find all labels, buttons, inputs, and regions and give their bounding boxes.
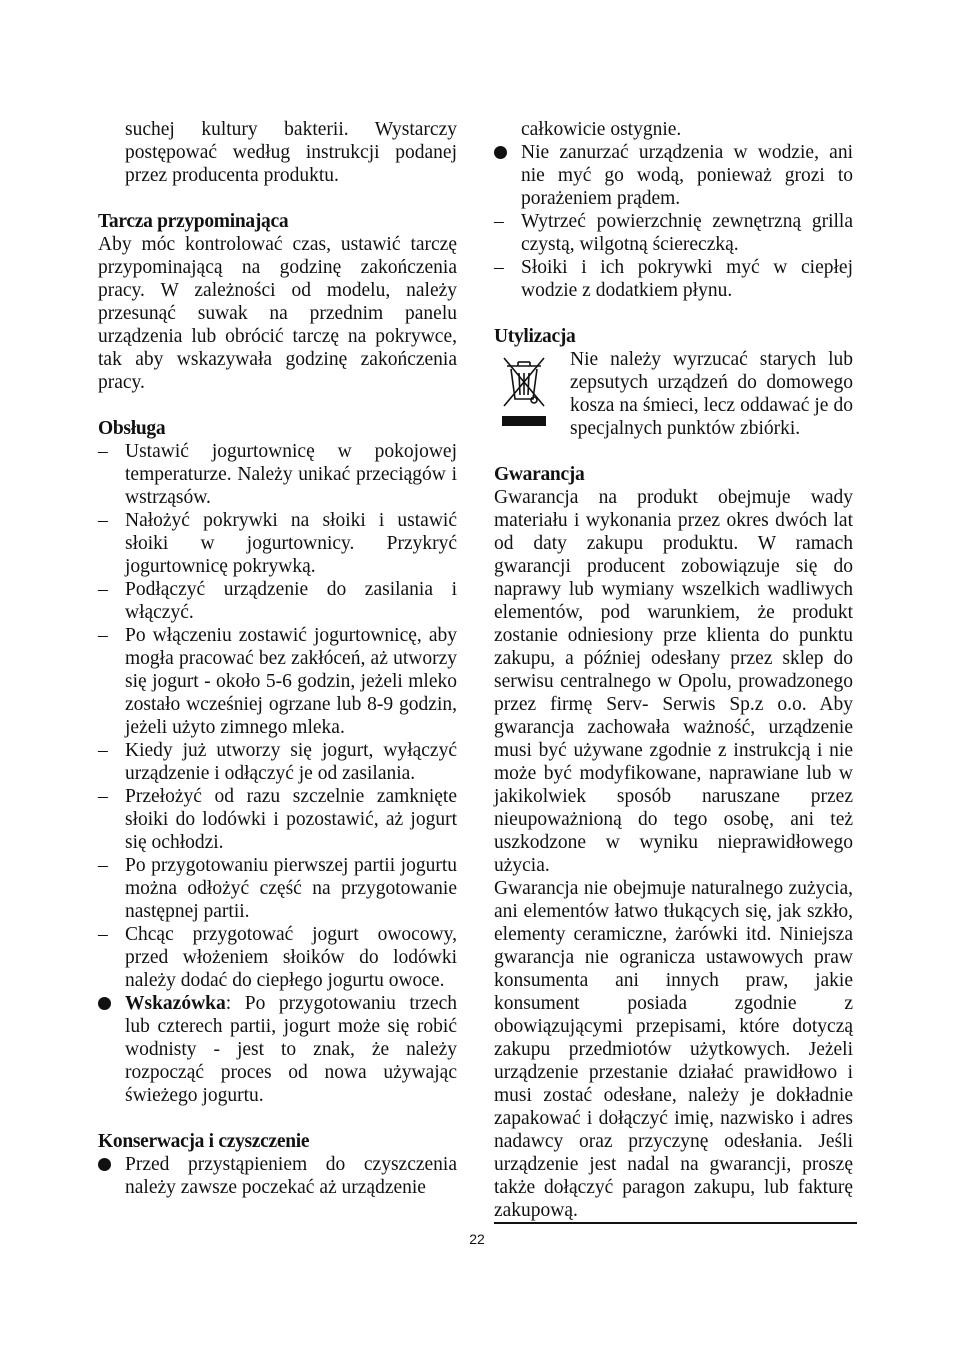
list-item [98,785,457,854]
list-item [98,739,457,785]
dash-marker: – [98,786,108,807]
dash-marker: – [98,740,108,761]
list-item-text: Przełożyć od razu szczelnie zamknięte słoiki do lodówki i pozostawić, aż jogurt się ochłodzi. [125,786,457,853]
operation-list [98,440,457,1107]
reminder-paragraph: Aby móc kontrolować czas, ustawić tarczę przypominającą na godzinę zakończenia pracy. W zależności od modelu, należy przesunąć suwak na przednim panelu urządzenia lub obrócić tarczę na pokrywce, tak aby wskazywała godzinę zakończenia pracy. [98,234,457,393]
list-item [98,1153,457,1199]
crossed-out-wheelie-bin-icon [494,352,554,440]
dash-marker: – [98,441,108,462]
bullet-icon [98,1153,118,1177]
disposal-heading: Utylizacja [494,326,576,347]
tip-item [98,992,457,1107]
footer-rule [494,1222,857,1224]
list-item [98,578,457,624]
bullet-icon [98,992,118,1016]
list-item [98,440,457,509]
operation-heading: Obsługa [98,418,166,439]
right-column [494,118,853,1222]
left-column [98,118,457,1199]
disposal-block [494,348,853,440]
list-item-text: Nie zanurzać urządzenia w wodzie, ani nie myć go wodą, ponieważ grozi to porażeniem prądem. [521,142,853,209]
list-item-text: Wytrzeć powierzchnię zewnętrzną grilla czystą, wilgotną ściereczką. [521,211,853,255]
list-item-text: Słoiki i ich pokrywki myć w ciepłej wodzie z dodatkiem płynu. [521,257,853,301]
warranty-paragraph-2: Gwarancja nie obejmuje naturalnego zużycia, ani elementów łatwo tłukących się, jak szkło, elementy ceramiczne, żarówki itd. Niniejsza gwarancja nie ogranicza ustawowych praw konsumenta ani innych praw, jakie konsument posiada zgodnie z obowiązującymi przepisami, które dotyczą zakupu przedmiotów użytkowych. Jeżeli urządzenie przestanie działać prawidłowo i musi zostać odesłane, należy je dokładnie zapakować i dołączyć imię, nazwisko i adres nadawcy oraz przyczynę odesłania. Jeśli urządzenie jest nadal na gwarancji, proszę także dołączyć paragon zakupu, lub fakturę zakupową. [494,878,853,1221]
warranty-paragraph-1: Gwarancja na produkt obejmuje wady materiału i wykonania przez okres dwóch lat od daty zakupu produktu. W ramach gwarancji producent zobowiązuje się do naprawy lub wymiany wszelkich wadliwych elementów, pod warunkiem, że produkt zostanie odniesiony prze klienta do punktu zakupu, a później odesłany przez sklep do serwisu centralnego w Opolu, prowadzonego przez firmę Serv- Serwis Sp.z o.o. Aby gwarancja zachowała ważność, urządzenie musi być używane zgodnie z instrukcją i nie może być modyfikowane, naprawiane lub w jakikolwiek sposób naruszane przez nieupoważnioną do tego osobę, ani też uszkodzone w wyniku nieprawidłowego użycia. [494,487,853,876]
list-item [494,210,853,256]
tip-text: : Po przygotowaniu trzech lub czterech partii, jogurt może się robić wodnisty - jest to znak, że należy rozpocząć proces od nowa używając świeżego jogurtu. [125,993,457,1106]
tip-label: Wskazówka [125,993,226,1014]
list-item-text: Po przygotowaniu pierwszej partii jogurtu można odłożyć część na przygotowanie następnej partii. [125,855,457,922]
list-item-text: Kiedy już utworzy się jogurt, wyłączyć urządzenie i odłączyć je od zasilania. [125,740,457,784]
cleaning-continuation: całkowicie ostygnie. [521,119,682,140]
dash-marker: – [98,625,108,646]
intro-paragraph: suchej kultury bakterii. Wystarczy postępować według instrukcji podanej przez producenta produktu. [125,119,457,186]
warranty-heading: Gwarancja [494,464,585,485]
dash-marker: – [98,510,108,531]
reminder-heading: Tarcza przypominająca [98,211,289,232]
dash-marker: – [98,924,108,945]
list-item-text: Po włączeniu zostawić jogurtownicę, aby mogła pracować bez zakłóceń, aż utworzy się jogurt - około 5-6 godzin, jeżeli mleko zostało wcześniej ogrzane lub 8-9 godzin, jeżeli użyto zimnego mleka. [125,625,457,738]
cleaning-heading: Konserwacja i czyszczenie [98,1131,310,1152]
dash-marker: – [494,211,504,232]
list-item [494,141,853,210]
list-item-text: Chcąc przygotować jogurt owocowy, przed włożeniem słoików do lodówki należy dodać do ciepłego jogurtu owoce. [125,924,457,991]
dash-marker: – [98,855,108,876]
list-item [98,923,457,992]
disposal-paragraph: Nie należy wyrzucać starych lub zepsutych urządzeń do domowego kosza na śmieci, lecz oddawać je do specjalnych punktów zbiórki. [570,349,853,439]
dash-marker: – [98,579,108,600]
list-item [98,509,457,578]
list-item-text: Nałożyć pokrywki na słoiki i ustawić słoiki w jogurtownicy. Przykryć jogurtownicę pokrywką. [125,510,457,577]
list-item-text: Przed przystąpieniem do czyszczenia należy zawsze poczekać aż urządzenie [125,1154,457,1198]
page-number: 22 [469,1231,485,1247]
list-item [494,256,853,302]
list-item-text: Ustawić jogurtownicę w pokojowej temperaturze. Należy unikać przeciągów i wstrząsów. [125,441,457,508]
dash-marker: – [494,257,504,278]
list-item [98,854,457,923]
bullet-icon [494,141,514,165]
list-item [98,624,457,739]
list-item-text: Podłączyć urządzenie do zasilania i włączyć. [125,579,457,623]
